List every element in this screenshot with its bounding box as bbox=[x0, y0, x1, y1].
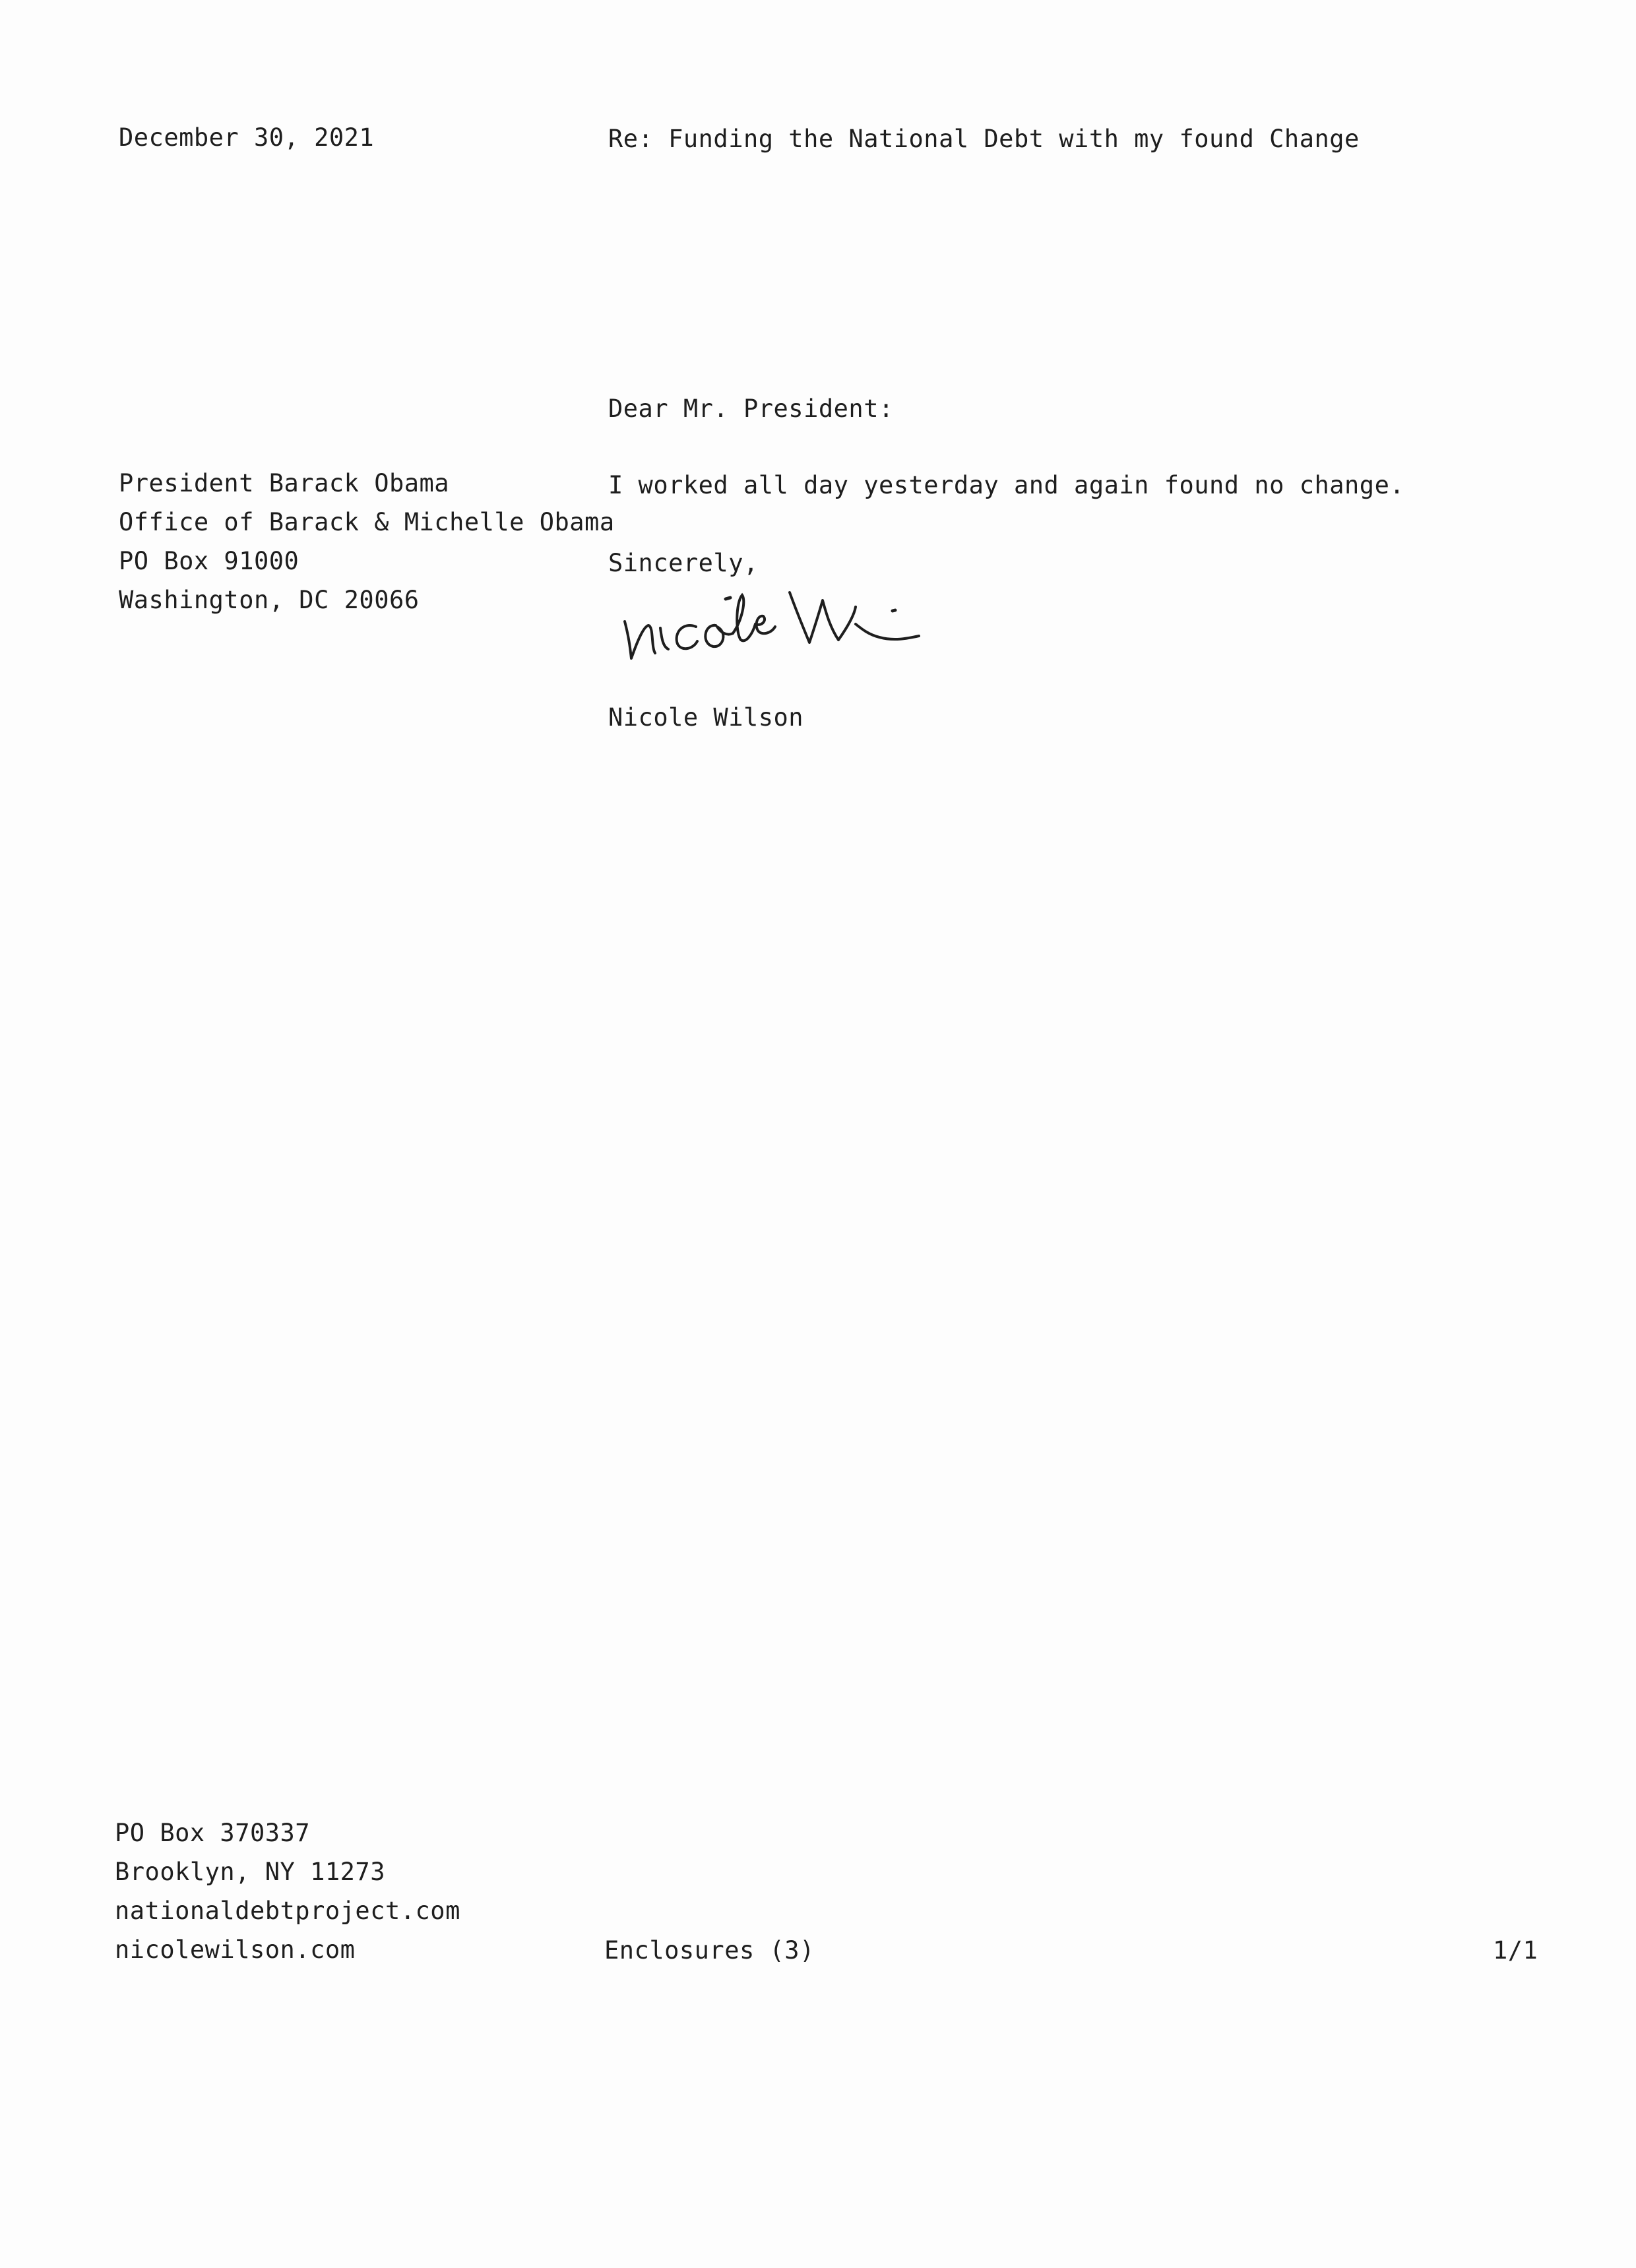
sender-link[interactable]: nationaldebtproject.com bbox=[115, 1897, 460, 1925]
letter-body: I worked all day yesterday and again found no change. bbox=[608, 471, 1405, 499]
recipient-address bbox=[119, 464, 615, 619]
page-number: 1/1 bbox=[1493, 1936, 1538, 1965]
closing: Sincerely, bbox=[608, 549, 759, 577]
signer-name: Nicole Wilson bbox=[608, 703, 804, 732]
sender-line: PO Box 370337 bbox=[115, 1819, 311, 1847]
letter-date: December 30, 2021 bbox=[119, 123, 375, 152]
sender-address bbox=[115, 1813, 460, 1969]
letter-subject: Re: Funding the National Debt with my found Change bbox=[608, 125, 1360, 153]
enclosures-note: Enclosures (3) bbox=[604, 1936, 815, 1965]
recipient-line: Office of Barack & Michelle Obama bbox=[119, 508, 615, 536]
recipient-line: Washington, DC 20066 bbox=[119, 586, 420, 614]
handwritten-signature bbox=[617, 581, 933, 679]
sender-line: Brooklyn, NY 11273 bbox=[115, 1858, 385, 1886]
recipient-line: President Barack Obama bbox=[119, 469, 450, 497]
sender-link[interactable]: nicolewilson.com bbox=[115, 1936, 356, 1964]
recipient-line: PO Box 91000 bbox=[119, 547, 299, 575]
salutation: Dear Mr. President: bbox=[608, 394, 894, 423]
